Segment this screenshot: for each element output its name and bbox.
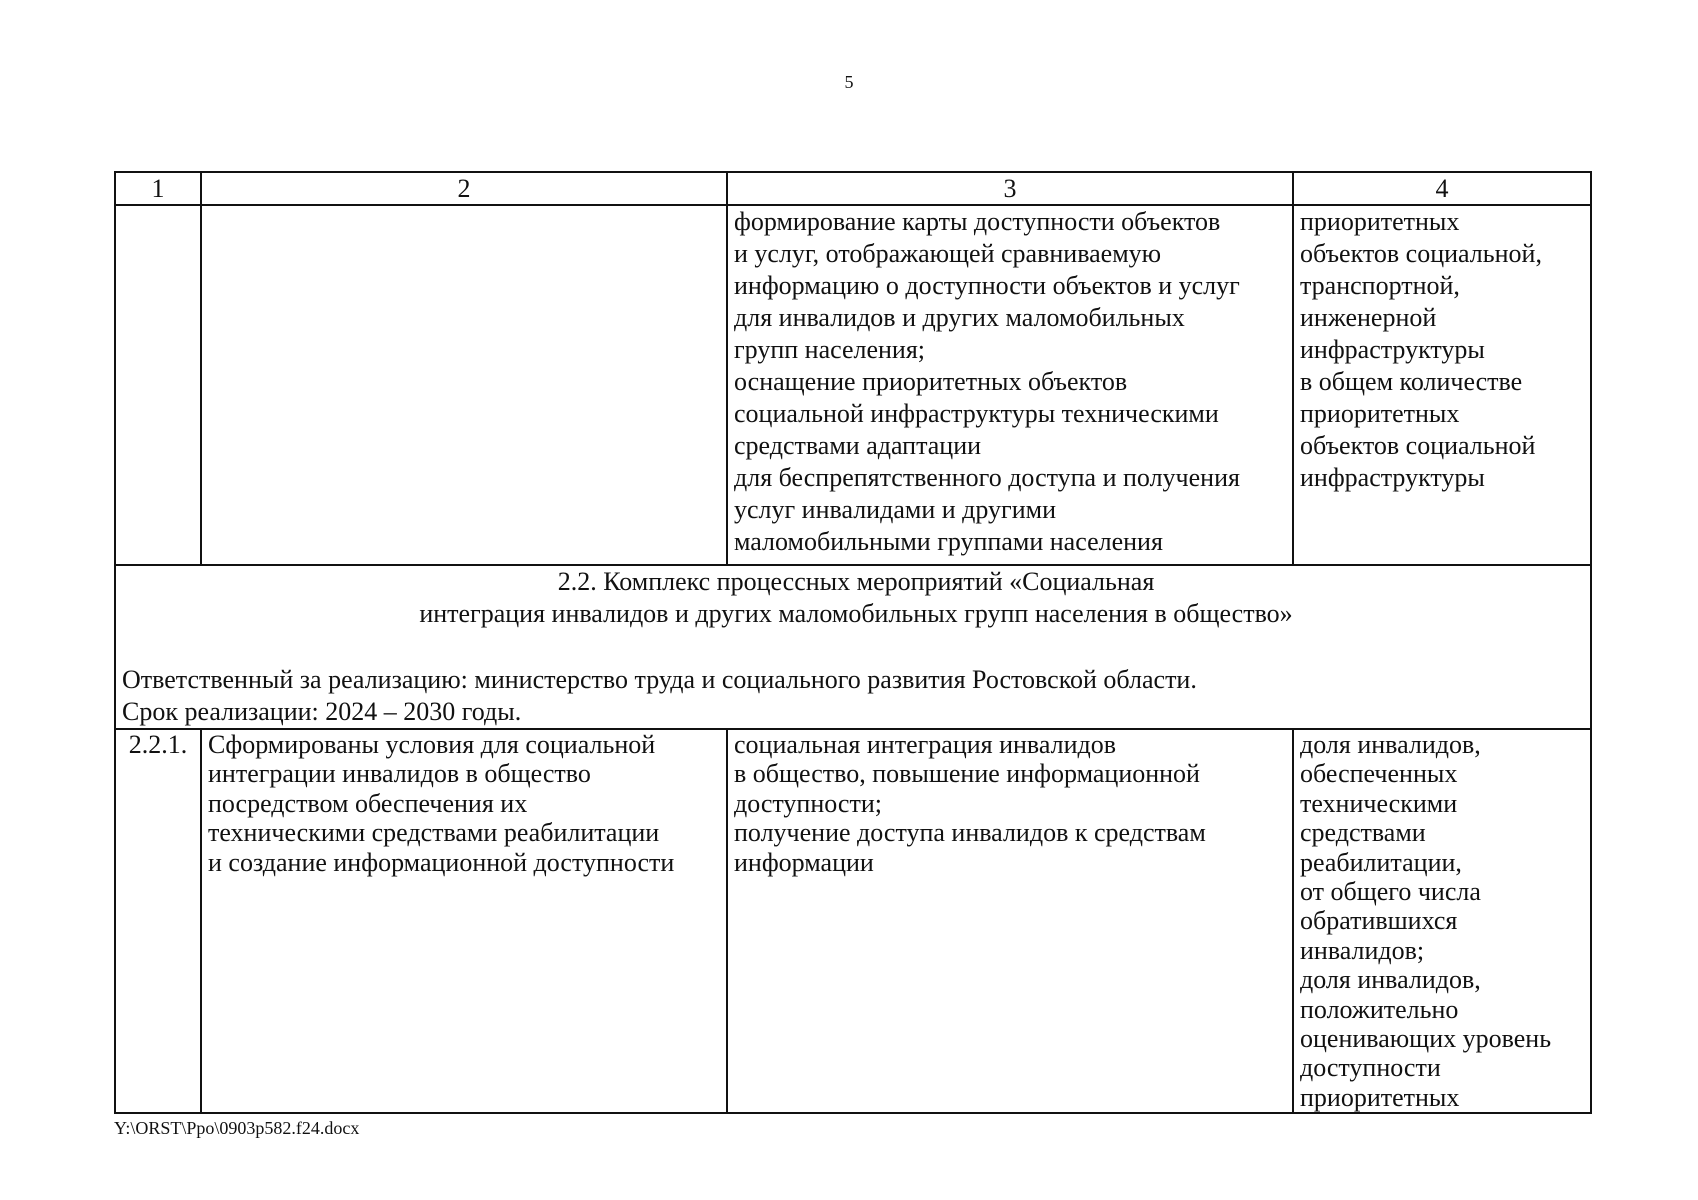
header-cell-3: 3 (727, 172, 1293, 205)
row3-col3 (727, 729, 1293, 1113)
row3-number: 2.2.1. (115, 729, 201, 1113)
header-cell-2: 2 (201, 172, 727, 205)
header-cell-1: 1 (115, 172, 201, 205)
row1-expected-effects: формирование карты доступности объектов и услуг, отображающей сравниваемую информацию о доступности объектов и услуг для инвалидов и других маломобильных групп населения; оснащение приоритетных объектов социальной инфраструктуры техническими средствами адаптации для беспрепятственного доступа и получения услуг инвалидами и другими маломобильными группами населения (734, 207, 1240, 556)
table-header-row (115, 172, 1591, 205)
row3-col2 (201, 729, 727, 1113)
row1-col4 (1293, 205, 1591, 565)
section-responsible: Ответственный за реализацию: министерство труда и социального развития Ростовской области. (122, 665, 1197, 694)
section-title: 2.2. Комплекс процессных мероприятий «Социальная интеграция инвалидов и других маломобильных групп населения в общество» (419, 567, 1293, 628)
row1-indicators: приоритетных объектов социальной, транспортной, инженерной инфраструктуры в общем количестве приоритетных объектов социальной инфраструктуры (1300, 207, 1542, 492)
row3-col4 (1293, 729, 1591, 1113)
row3-indicators: доля инвалидов, обеспеченных техническими средствами реабилитации, от общего числа обратившихся инвалидов; доля инвалидов, положительно оценивающих уровень доступности приоритетных (1300, 730, 1552, 1112)
table-row (115, 205, 1591, 565)
section-row (115, 565, 1591, 729)
page-number: 5 (844, 72, 854, 92)
footer-file-path: Y:\ORST\Ppo\0903p582.f24.docx (114, 1118, 360, 1138)
row3-task: Сформированы условия для социальной интеграции инвалидов в общество посредством обеспечения их техническими средствами реабилитации и создание информационной доступности (208, 730, 675, 877)
header-cell-4: 4 (1293, 172, 1591, 205)
table-row (115, 729, 1591, 1113)
row1-col2 (201, 205, 727, 565)
measures-table (114, 171, 1592, 1114)
row1-col3 (727, 205, 1293, 565)
row3-expected-effects: социальная интеграция инвалидов в общество, повышение информационной доступности; получение доступа инвалидов к средствам информации (734, 730, 1206, 877)
section-cell (115, 565, 1591, 729)
section-term: Срок реализации: 2024 – 2030 годы. (122, 697, 522, 726)
row1-col1 (115, 205, 201, 565)
